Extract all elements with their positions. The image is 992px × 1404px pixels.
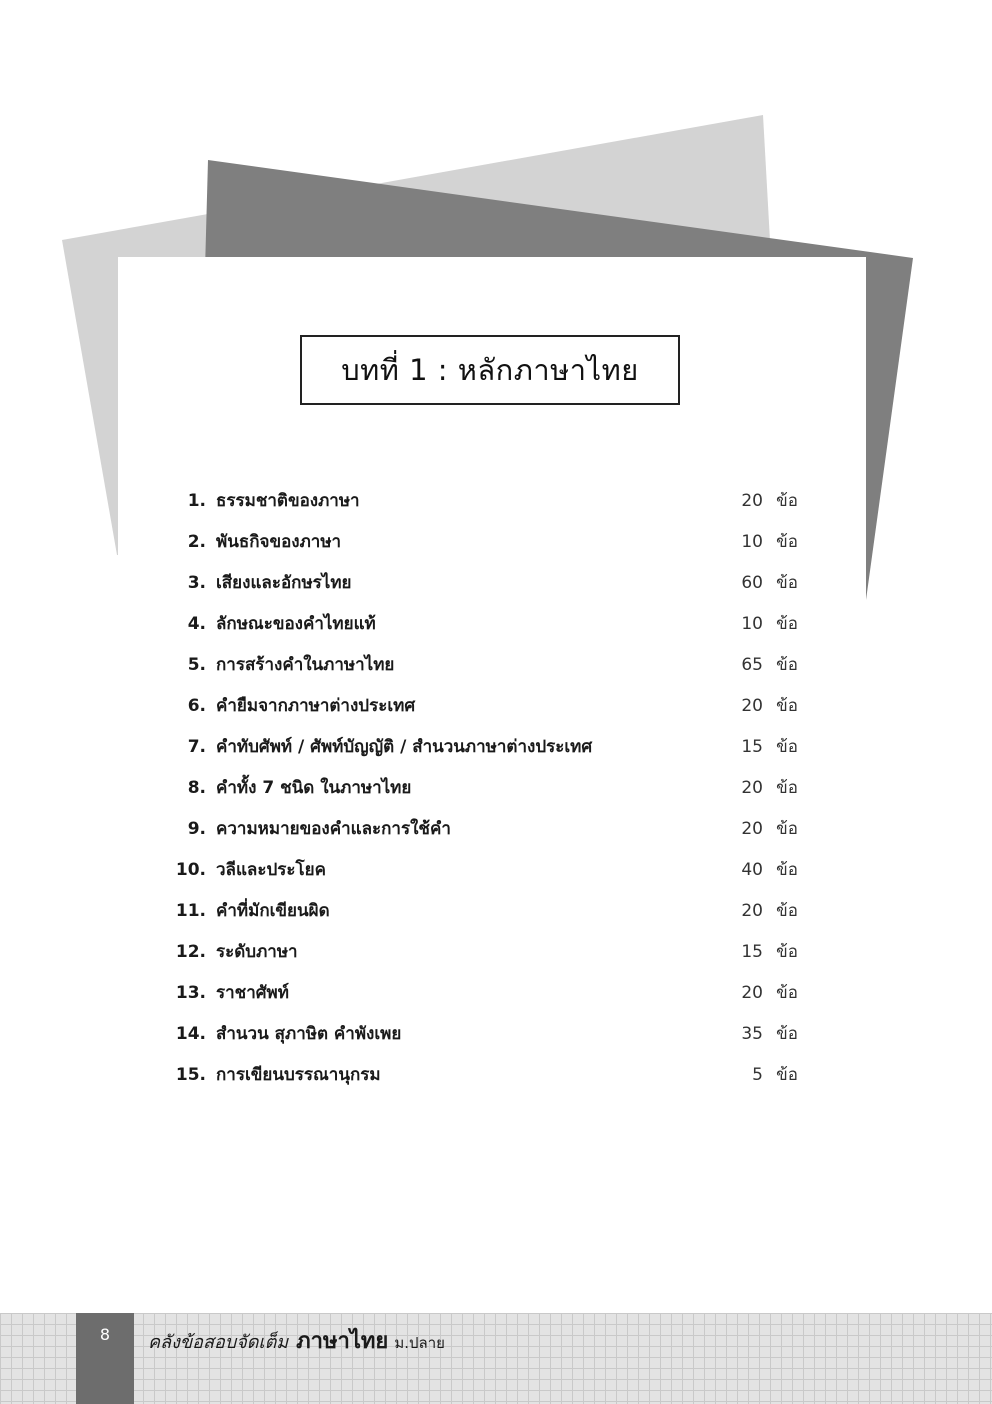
toc-number: 3.	[187, 572, 206, 593]
toc-title: การเขียนบรรณานุกรม	[216, 1065, 381, 1085]
chapter-title: บทที่ 1 : หลักภาษาไทย	[341, 353, 639, 387]
toc-unit: ข้อ	[776, 942, 798, 962]
toc-title: พันธกิจของภาษา	[216, 532, 342, 552]
toc-number: 9.	[187, 818, 206, 839]
toc-item	[170, 1013, 810, 1054]
toc-title: ระดับภาษา	[216, 942, 298, 962]
toc-item	[170, 849, 810, 890]
toc-title: ราชาศัพท์	[216, 983, 289, 1003]
toc-item	[170, 808, 810, 849]
toc-count: 20	[741, 777, 763, 798]
page-footer	[0, 1313, 992, 1404]
toc-item	[170, 1054, 810, 1095]
toc-number: 6.	[187, 695, 206, 716]
toc-count: 15	[741, 941, 763, 962]
toc-number: 15.	[175, 1064, 206, 1085]
toc-number: 8.	[187, 777, 206, 798]
toc-unit: ข้อ	[776, 860, 798, 880]
toc-unit: ข้อ	[776, 1065, 798, 1085]
toc-count: 35	[741, 1023, 763, 1044]
toc-count: 40	[741, 859, 763, 880]
toc-number: 1.	[187, 490, 206, 511]
toc-count: 20	[741, 818, 763, 839]
toc-count: 20	[741, 695, 763, 716]
toc-unit: ข้อ	[776, 778, 798, 798]
toc-item	[170, 931, 810, 972]
toc-unit: ข้อ	[776, 901, 798, 921]
book-title	[148, 1323, 445, 1358]
toc-unit: ข้อ	[776, 1024, 798, 1044]
toc-number: 12.	[175, 941, 206, 962]
toc-count: 10	[741, 531, 763, 552]
toc-number: 10.	[175, 859, 206, 880]
toc-unit: ข้อ	[776, 573, 798, 593]
toc-title: สำนวน สุภาษิต คำพังเพย	[216, 1024, 402, 1044]
toc-unit: ข้อ	[776, 532, 798, 552]
toc-title: เสียงและอักษรไทย	[216, 573, 352, 593]
toc-number: 2.	[187, 531, 206, 552]
toc-title: การสร้างคำในภาษาไทย	[216, 655, 395, 675]
toc-item	[170, 972, 810, 1013]
toc-unit: ข้อ	[776, 737, 798, 757]
toc-count: 15	[741, 736, 763, 757]
table-of-contents	[170, 480, 810, 1095]
toc-number: 13.	[175, 982, 206, 1003]
toc-count: 60	[741, 572, 763, 593]
toc-item	[170, 562, 810, 603]
toc-number: 14.	[175, 1023, 206, 1044]
toc-title: ความหมายของคำและการใช้คำ	[216, 819, 451, 839]
toc-unit: ข้อ	[776, 983, 798, 1003]
toc-count: 5	[752, 1064, 763, 1085]
toc-unit: ข้อ	[776, 491, 798, 511]
toc-title: คำยืมจากภาษาต่างประเทศ	[216, 696, 416, 716]
toc-title: วลีและประโยค	[216, 860, 326, 880]
toc-unit: ข้อ	[776, 655, 798, 675]
toc-number: 11.	[175, 900, 206, 921]
book-series: คลังข้อสอบจัดเต็ม	[148, 1332, 289, 1353]
toc-item	[170, 603, 810, 644]
toc-count: 20	[741, 900, 763, 921]
toc-count: 10	[741, 613, 763, 634]
book-subject: ภาษาไทย	[296, 1329, 389, 1354]
toc-item	[170, 480, 810, 521]
toc-title: คำที่มักเขียนผิด	[216, 901, 330, 921]
page-number-tab	[76, 1313, 134, 1404]
toc-count: 65	[741, 654, 763, 675]
page-number: 8	[99, 1325, 111, 1344]
toc-unit: ข้อ	[776, 614, 798, 634]
toc-item	[170, 726, 810, 767]
toc-title: ธรรมชาติของภาษา	[216, 491, 360, 511]
toc-unit: ข้อ	[776, 696, 798, 716]
toc-count: 20	[741, 490, 763, 511]
toc-item	[170, 890, 810, 931]
toc-unit: ข้อ	[776, 819, 798, 839]
toc-item	[170, 521, 810, 562]
toc-title: คำทับศัพท์ / ศัพท์บัญญัติ / สำนวนภาษาต่างประเทศ	[216, 737, 593, 757]
chapter-title-box	[300, 335, 680, 405]
toc-number: 5.	[187, 654, 206, 675]
toc-count: 20	[741, 982, 763, 1003]
toc-number: 7.	[187, 736, 206, 757]
toc-item	[170, 767, 810, 808]
toc-title: คำทั้ง 7 ชนิด ในภาษาไทย	[216, 778, 412, 798]
toc-item	[170, 644, 810, 685]
toc-number: 4.	[187, 613, 206, 634]
book-level: ม.ปลาย	[394, 1334, 445, 1352]
toc-title: ลักษณะของคำไทยแท้	[216, 614, 376, 634]
toc-item	[170, 685, 810, 726]
